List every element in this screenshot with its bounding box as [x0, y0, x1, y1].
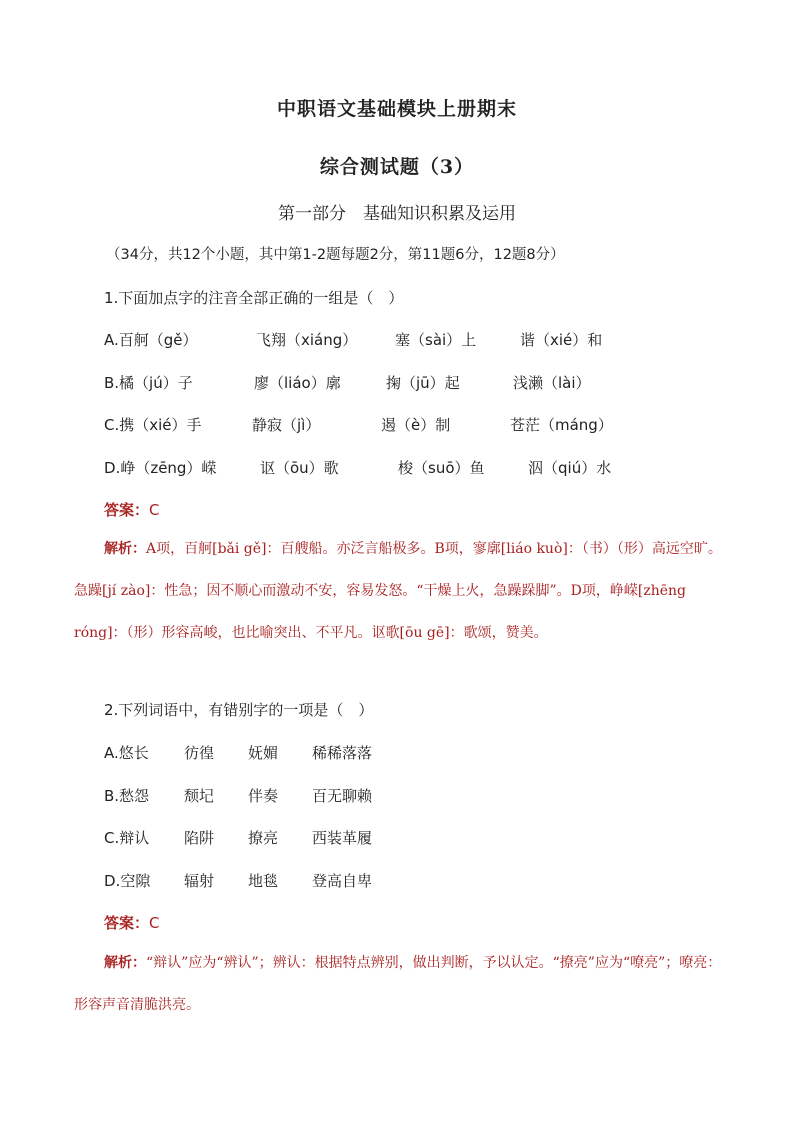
q2-d-item-4: 登高自卑	[312, 872, 373, 890]
q2-b-item-1: B.愁怨	[104, 787, 150, 805]
q2-answer-label: 答案：	[104, 914, 150, 932]
q1-a-item-1: A.百舸（gě）	[104, 331, 198, 349]
q2-explanation-label: 解析：	[104, 955, 146, 971]
q1-explanation-label: 解析：	[104, 541, 146, 557]
q1-d-item-2: 讴（ōu）歌	[260, 459, 339, 477]
q2-d-item-2: 辐射	[184, 872, 215, 890]
q1-stem: 1.下面加点字的注音全部正确的一组是（ ）	[104, 289, 404, 307]
q2-answer-value: C	[149, 914, 160, 932]
q2-explanation-text: “辩认”应为“辨认”；辨认：根据特点辨别，做出判断，予以认定。“撩亮”应为“嘹亮”；嘹亮：形容声音清脆洪亮。	[74, 955, 722, 1013]
q2-a-item-1: A.悠长	[104, 744, 149, 762]
q1-d-item-3: 梭（suō）鱼	[398, 459, 485, 477]
doc-title-line1: 中职语文基础模块上册期末	[276, 98, 517, 120]
q1-a-item-2: 飞翔（xiáng）	[256, 331, 358, 349]
q2-stem: 2.下列词语中，有错别字的一项是（ ）	[104, 701, 374, 719]
q2-b-item-3: 伴奏	[248, 787, 279, 805]
q2-c-item-4: 西装革履	[312, 829, 373, 847]
q2-a-item-2: 彷徨	[184, 744, 215, 762]
q1-answer-value: C	[149, 501, 160, 519]
q1-b-item-2: 廖（liáo）廓	[254, 374, 341, 392]
q2-answer	[104, 912, 160, 933]
q1-c-item-4: 苍茫（máng）	[510, 416, 613, 434]
q1-c-item-2: 静寂（jì）	[252, 416, 321, 434]
q2-d-item-1: D.空隙	[104, 872, 151, 890]
q2-c-item-3: 撩亮	[248, 829, 279, 847]
q1-b-item-1: B.橘（jú）子	[104, 374, 193, 392]
q1-b-item-3: 掬（jū）起	[386, 374, 460, 392]
q2-c-item-1: C.辩认	[104, 829, 150, 847]
q1-d-item-4: 泅（qiú）水	[528, 459, 612, 477]
section-note: （34分，共12个小题，其中第1-2题每题2分，第11题6分，12题8分）	[106, 247, 565, 263]
q2-a-item-4: 稀稀落落	[312, 744, 373, 762]
doc-title-line2: 综合测试题（3）	[319, 156, 475, 178]
q1-a-item-4: 谐（xié）和	[520, 331, 603, 349]
section-title: 第一部分 基础知识积累及运用	[278, 204, 516, 224]
q1-answer-label: 答案：	[104, 501, 150, 519]
q2-a-item-3: 妩媚	[248, 744, 279, 762]
q1-a-item-3: 塞（sài）上	[395, 331, 477, 349]
q1-c-item-3: 遏（è）制	[381, 416, 451, 434]
q1-d-item-1: D.峥（zēng）嵘	[104, 459, 217, 477]
q1-explanation-text: A项，百舸[bǎi gě]：百艘船。亦泛言船极多。B项，寥廓[liáo kuò]：（书）（形）高远空旷。急躁[jí zào]：性急；因不顺心而激动不安，容易发怒。“干燥上火，急躁跺脚”。D项，峥嵘[zhēng róng]：（形）形容高峻，也比喻突出、不平凡。讴歌[ōu gē]：歌颂，赞美。	[74, 541, 722, 641]
q1-c-item-1: C.携（xié）手	[104, 416, 202, 434]
q1-answer	[104, 499, 160, 520]
q2-d-item-3: 地毯	[248, 872, 279, 890]
q1-explanation	[74, 528, 734, 654]
q2-b-item-2: 颓圮	[184, 787, 215, 805]
q1-b-item-4: 浅濑（lài）	[513, 374, 591, 392]
q2-b-item-4: 百无聊赖	[312, 787, 373, 805]
q2-explanation	[74, 942, 734, 1026]
q2-c-item-2: 陷阱	[184, 829, 215, 847]
